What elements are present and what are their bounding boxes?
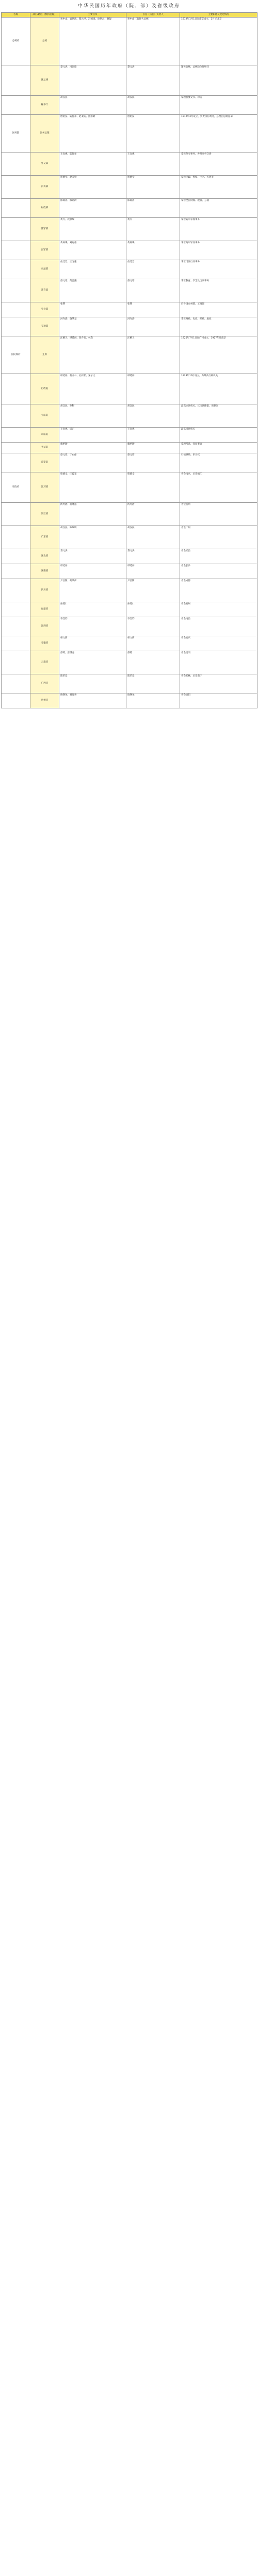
officials-cell: 汤寿潜、蒋尊簋 xyxy=(59,503,126,526)
officials-cell: 孙道仁 xyxy=(59,602,126,617)
table-row xyxy=(2,279,257,302)
notes-cell: 最高立法机关，议决法律案、预算案 xyxy=(180,404,257,428)
head-cell: 黎元洪 xyxy=(126,549,180,564)
dept-cell: 江苏省 xyxy=(30,472,59,503)
notes-cell: 省会杭州 xyxy=(180,503,257,526)
notes-cell: 省会安庆 xyxy=(180,636,257,651)
table-row xyxy=(2,651,257,674)
head-cell: 胡汉民 xyxy=(126,404,180,428)
group-cell: 国民政府 xyxy=(2,336,30,374)
dept-cell: 海军部 xyxy=(30,241,59,260)
table-row xyxy=(2,453,257,472)
head-cell: 程德全 xyxy=(126,176,180,199)
officials-cell: 胡汉民、陈炯明 xyxy=(59,526,126,549)
group-cell: 省政府 xyxy=(2,472,30,503)
notes-cell: 掌管陆军军政事务 xyxy=(180,218,257,241)
notes-cell: 行使弹劾、审计权 xyxy=(180,453,257,472)
group-cell xyxy=(2,503,30,526)
notes-cell: 掌理考选、铨叙事宜 xyxy=(180,443,257,453)
head-cell: 孙中山（临时大总统） xyxy=(126,18,180,65)
group-cell xyxy=(2,96,30,115)
table-row xyxy=(2,602,257,617)
notes-cell: 掌理机要文书、印信 xyxy=(180,96,257,115)
notes-cell: 省会贵阳 xyxy=(180,693,257,708)
notes-cell: 1925年7月1日在广州成立，1927年迁南京 xyxy=(180,336,257,374)
head-cell: 陆荣廷 xyxy=(126,674,180,693)
group-cell xyxy=(2,218,30,241)
notes-cell: 省会长沙 xyxy=(180,564,257,579)
group-cell xyxy=(2,693,30,708)
table-row xyxy=(2,18,257,65)
officials-cell: 谭延闿 xyxy=(59,564,126,579)
group-cell xyxy=(2,453,30,472)
head-cell: 胡汉民 xyxy=(126,96,180,115)
officials-cell: 伍廷芳、王宠惠 xyxy=(59,260,126,279)
dept-cell: 主席 xyxy=(30,336,59,374)
group-cell xyxy=(2,65,30,96)
officials-cell: 黎元洪 xyxy=(59,549,126,564)
table-row xyxy=(2,472,257,503)
notes-cell: 省会桂林，后迁南宁 xyxy=(180,674,257,693)
dept-cell: 广西省 xyxy=(30,674,59,693)
head-cell: 尹昌衡 xyxy=(126,579,180,602)
officials-cell: 谭延闿、蒋介石、孔祥熙、宋子文 xyxy=(59,374,126,404)
table-row xyxy=(2,96,257,115)
dept-cell: 行政院 xyxy=(30,374,59,404)
dept-cell: 贵州省 xyxy=(30,693,59,708)
group-cell xyxy=(2,152,30,176)
officials-cell: 汤寿潜、施肇基 xyxy=(59,317,126,336)
table-row xyxy=(2,374,257,404)
group-cell xyxy=(2,564,30,579)
dept-cell: 湖南省 xyxy=(30,564,59,579)
officials-cell: 尹昌衡、胡景伊 xyxy=(59,579,126,602)
group-cell: 国务院 xyxy=(2,115,30,152)
column-header: 名称 xyxy=(2,13,30,18)
group-cell xyxy=(2,602,30,617)
notes-cell: 省会成都 xyxy=(180,579,257,602)
head-cell: 汤寿潜 xyxy=(126,503,180,526)
officials-cell: 蔡元培、于右任 xyxy=(59,453,126,472)
table-row xyxy=(2,503,257,526)
officials-cell: 黎元洪、冯国璋 xyxy=(59,65,126,96)
group-cell: 总统府 xyxy=(2,18,30,65)
group-cell xyxy=(2,176,30,199)
table-row xyxy=(2,199,257,218)
officials-cell: 孙中山、袁世凯、黎元洪、冯国璋、徐世昌、曹锟 xyxy=(59,18,126,65)
officials-cell: 胡汉民、孙科 xyxy=(59,404,126,428)
table-row xyxy=(2,152,257,176)
dept-cell: 福建省 xyxy=(30,602,59,617)
group-cell xyxy=(2,674,30,693)
table-row xyxy=(2,65,257,96)
head-cell: 汪精卫 xyxy=(126,336,180,374)
dept-cell: 教育部 xyxy=(30,279,59,302)
head-cell: 唐继尧 xyxy=(126,693,180,708)
head-cell: 汤寿潜 xyxy=(126,317,180,336)
group-cell xyxy=(2,526,30,549)
officials-cell: 柏文蔚 xyxy=(59,636,126,651)
notes-cell: 省会南京，后迁镇江 xyxy=(180,472,257,503)
group-cell xyxy=(2,636,30,651)
head-cell: 李烈钧 xyxy=(126,617,180,636)
group-cell xyxy=(2,428,30,443)
head-cell: 唐绍仪 xyxy=(126,115,180,152)
officials-cell: 汪精卫、谭延闿、蒋介石、林森 xyxy=(59,336,126,374)
notes-cell: 省会昆明 xyxy=(180,651,257,674)
dept-cell: 四川省 xyxy=(30,579,59,602)
table-row xyxy=(2,693,257,708)
column-header: 主要官员 xyxy=(59,13,126,18)
officials-cell: 王宠惠、居正 xyxy=(59,428,126,443)
notes-cell: 掌管司法行政事务 xyxy=(180,260,257,279)
officials-cell: 程德全、庄蕴宽 xyxy=(59,472,126,503)
table-body xyxy=(2,18,257,708)
head-cell: 陈锦涛 xyxy=(126,199,180,218)
table-row xyxy=(2,317,257,336)
dept-cell: 交通部 xyxy=(30,317,59,336)
notes-cell: 掌管民政、警察、土木、礼俗等 xyxy=(180,176,257,199)
group-cell xyxy=(2,404,30,428)
officials-cell: 唐继尧、刘显世 xyxy=(59,693,126,708)
dept-cell: 监察院 xyxy=(30,453,59,472)
dept-cell: 财政部 xyxy=(30,199,59,218)
table-row xyxy=(2,428,257,443)
table-row xyxy=(2,302,257,317)
officials-cell: 胡汉民 xyxy=(59,96,126,115)
head-cell: 黎元洪 xyxy=(126,65,180,96)
notes-cell: 省会武昌 xyxy=(180,549,257,564)
group-cell xyxy=(2,579,30,602)
dept-cell: 安徽省 xyxy=(30,636,59,651)
table-row xyxy=(2,218,257,241)
dept-cell: 实业部 xyxy=(30,302,59,317)
head-cell: 蔡元培 xyxy=(126,279,180,302)
table-row xyxy=(2,241,257,260)
group-cell xyxy=(2,199,30,218)
dept-cell: 总统 xyxy=(30,18,59,65)
notes-cell: 掌管教育、学艺及历象事务 xyxy=(180,279,257,302)
head-cell: 张謇 xyxy=(126,302,180,317)
dept-cell: 陆军部 xyxy=(30,218,59,241)
head-cell: 王宠惠 xyxy=(126,152,180,176)
table-row xyxy=(2,579,257,602)
table-row xyxy=(2,617,257,636)
group-cell xyxy=(2,241,30,260)
group-cell xyxy=(2,302,30,317)
table-row xyxy=(2,674,257,693)
head-cell: 黄钟瑛 xyxy=(126,241,180,260)
head-cell: 谭延闿 xyxy=(126,564,180,579)
head-cell: 蔡元培 xyxy=(126,453,180,472)
officials-cell: 黄兴、段祺瑞 xyxy=(59,218,126,241)
table-row xyxy=(2,260,257,279)
table-row xyxy=(2,564,257,579)
dept-cell: 副总统 xyxy=(30,65,59,96)
dept-cell: 司法院 xyxy=(30,428,59,443)
dept-cell: 国务总理 xyxy=(30,115,59,152)
table-row xyxy=(2,526,257,549)
officials-cell: 蔡锷、唐继尧 xyxy=(59,651,126,674)
group-cell xyxy=(2,279,30,302)
notes-cell: 掌管全国财政、税收、公债 xyxy=(180,199,257,218)
officials-cell: 陆荣廷 xyxy=(59,674,126,693)
officials-cell: 唐绍仪、陆征祥、赵秉钧、熊希龄 xyxy=(59,115,126,152)
head-cell: 胡汉民 xyxy=(126,526,180,549)
dept-cell: 浙江省 xyxy=(30,503,59,526)
notes-cell: 省会广州 xyxy=(180,526,257,549)
dept-cell: 考试院 xyxy=(30,443,59,453)
notes-cell: 最高司法机关 xyxy=(180,428,257,443)
head-cell: 谭延闿 xyxy=(126,374,180,404)
column-header: 主要职能及变迁情况 xyxy=(180,13,257,18)
group-cell xyxy=(2,651,30,674)
group-cell xyxy=(2,549,30,564)
head-cell: 程德全 xyxy=(126,472,180,503)
table-row xyxy=(2,636,257,651)
dept-cell: 立法院 xyxy=(30,404,59,428)
table-row xyxy=(2,115,257,152)
table-row xyxy=(2,176,257,199)
dept-cell: 广东省 xyxy=(30,526,59,549)
page-title: 中华民国历年政府（院、部）及省级政府 xyxy=(77,4,180,9)
column-header: 首任（历任）负责人 xyxy=(126,13,180,18)
dept-cell: 云南省 xyxy=(30,651,59,674)
officials-cell: 王宠惠、陆征祥 xyxy=(59,152,126,176)
dept-cell: 司法部 xyxy=(30,260,59,279)
dept-cell: 秘书厅 xyxy=(30,96,59,115)
head-cell: 王宠惠 xyxy=(126,428,180,443)
head-cell: 蔡锷 xyxy=(126,651,180,674)
dept-cell: 内务部 xyxy=(30,176,59,199)
table-row xyxy=(2,404,257,428)
notes-cell: 辅佐总统，总统缺位时继任 xyxy=(180,65,257,96)
group-cell xyxy=(2,317,30,336)
notes-cell: 掌管路政、电政、邮政、航政 xyxy=(180,317,257,336)
notes-cell: 1912年1月1日在南京成立，3月迁北京 xyxy=(180,18,257,65)
head-cell: 柏文蔚 xyxy=(126,636,180,651)
group-cell xyxy=(2,617,30,636)
table-row xyxy=(2,443,257,453)
officials-cell: 陈锦涛、熊希龄 xyxy=(59,199,126,218)
officials-cell: 张謇 xyxy=(59,302,126,317)
head-cell: 戴季陶 xyxy=(126,443,180,453)
head-cell: 孙道仁 xyxy=(126,602,180,617)
dept-cell: 江西省 xyxy=(30,617,59,636)
group-cell xyxy=(2,443,30,453)
officials-cell: 戴季陶 xyxy=(59,443,126,453)
officials-table xyxy=(1,12,257,708)
dept-cell: 外交部 xyxy=(30,152,59,176)
notes-cell: 1912年3月设立，负责执行政务，总理由总统任命 xyxy=(180,115,257,152)
officials-cell: 李烈钧 xyxy=(59,617,126,636)
notes-cell: 省会南昌 xyxy=(180,617,257,636)
table-row xyxy=(2,549,257,564)
head-cell: 伍廷芳 xyxy=(126,260,180,279)
dept-cell: 湖北省 xyxy=(30,549,59,564)
column-header: 部门/辖区（机构名称） xyxy=(30,13,59,18)
group-cell xyxy=(2,260,30,279)
notes-cell: 掌管海军军政事务 xyxy=(180,241,257,260)
table-header-row xyxy=(2,13,257,18)
table-row xyxy=(2,336,257,374)
head-cell: 黄兴 xyxy=(126,218,180,241)
notes-cell: 掌管外交事务，办理对外交涉 xyxy=(180,152,257,176)
notes-cell: 后分设农林部、工商部 xyxy=(180,302,257,317)
notes-cell: 省会福州 xyxy=(180,602,257,617)
group-cell xyxy=(2,374,30,404)
notes-cell: 1928年10月设立，为最高行政机关 xyxy=(180,374,257,404)
officials-cell: 黄钟瑛、刘冠雄 xyxy=(59,241,126,260)
officials-cell: 程德全、赵秉钧 xyxy=(59,176,126,199)
officials-cell: 蔡元培、范源濂 xyxy=(59,279,126,302)
